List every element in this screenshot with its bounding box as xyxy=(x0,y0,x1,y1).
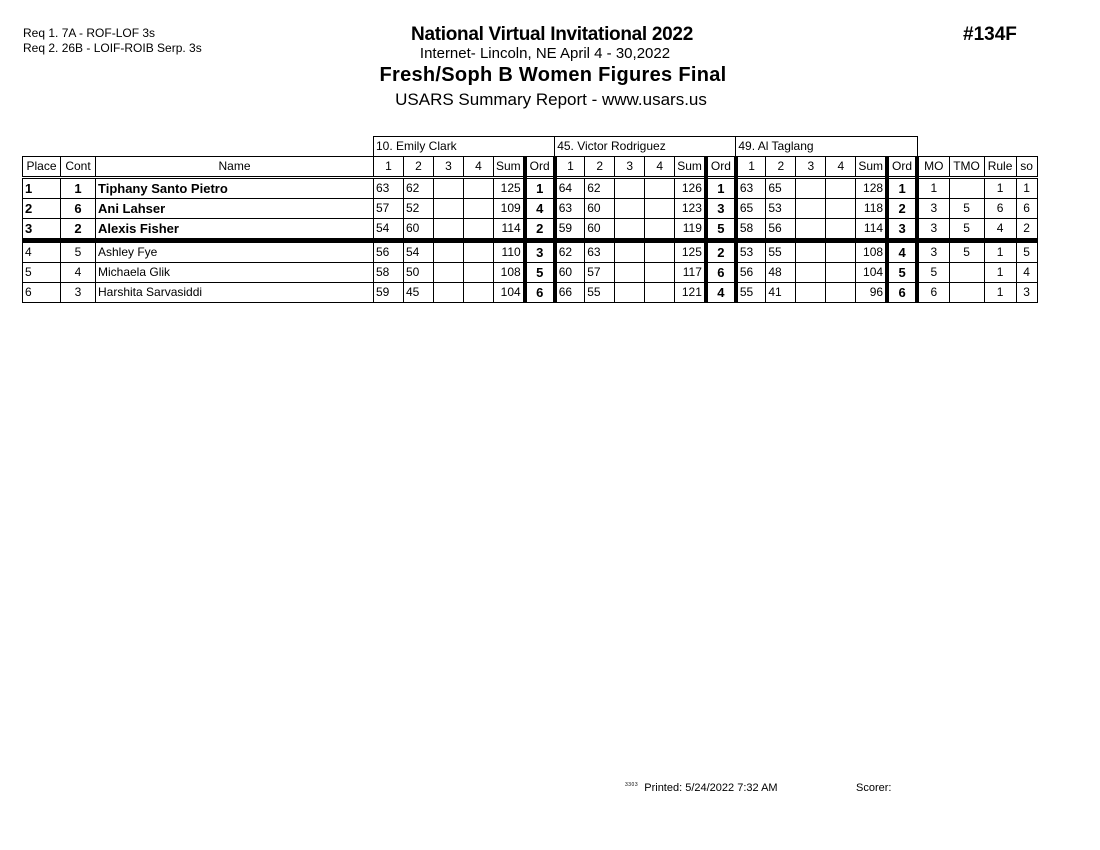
rule-cell: 1 xyxy=(984,241,1016,263)
figure-1-score: 58 xyxy=(736,219,766,241)
figure-1-score: 64 xyxy=(555,178,585,199)
col-j2-f1: 1 xyxy=(555,157,585,178)
sum-cell: 126 xyxy=(675,178,706,199)
rule-cell: 1 xyxy=(984,178,1016,199)
mo-cell: 1 xyxy=(917,178,949,199)
figure-4-score xyxy=(464,263,494,283)
ordinal-cell: 5 xyxy=(887,263,917,283)
requirement-2: Req 2. 26B - LOIF-ROIB Serp. 3s xyxy=(23,41,202,55)
col-tmo: TMO xyxy=(949,157,984,178)
col-j1-sum: Sum xyxy=(494,157,525,178)
mo-cell: 5 xyxy=(917,263,949,283)
figure-1-score: 58 xyxy=(374,263,404,283)
sum-cell: 123 xyxy=(675,199,706,219)
figure-3-score xyxy=(434,283,464,303)
figure-2-score: 63 xyxy=(585,241,615,263)
sum-cell: 109 xyxy=(494,199,525,219)
col-j1-f2: 2 xyxy=(404,157,434,178)
skater-name-cell: Michaela Glik xyxy=(96,263,374,283)
ordinal-cell: 1 xyxy=(525,178,555,199)
figure-1-score: 53 xyxy=(736,241,766,263)
place-cell: 6 xyxy=(23,283,61,303)
ordinal-cell: 6 xyxy=(706,263,736,283)
so-cell: 4 xyxy=(1016,263,1037,283)
col-j1-f3: 3 xyxy=(434,157,464,178)
col-j3-f1: 1 xyxy=(736,157,766,178)
figure-1-score: 55 xyxy=(736,283,766,303)
tmo-cell: 5 xyxy=(949,241,984,263)
col-j2-sum: Sum xyxy=(675,157,706,178)
figure-4-score xyxy=(826,283,856,303)
figure-4-score xyxy=(826,263,856,283)
figure-4-score xyxy=(645,178,675,199)
sum-cell: 108 xyxy=(856,241,887,263)
competition-title: National Virtual Invitational 2022 xyxy=(411,24,693,45)
col-j3-sum: Sum xyxy=(856,157,887,178)
ordinal-cell: 3 xyxy=(887,219,917,241)
requirement-1: Req 1. 7A - ROF-LOF 3s xyxy=(23,26,156,40)
rule-cell: 6 xyxy=(984,199,1016,219)
figure-4-score xyxy=(645,199,675,219)
judge-header-row xyxy=(23,137,1038,157)
skater-name-cell: Tiphany Santo Pietro xyxy=(96,178,374,199)
ordinal-cell: 4 xyxy=(525,199,555,219)
figure-3-score xyxy=(796,241,826,263)
place-cell: 1 xyxy=(23,178,61,199)
col-j2-f4: 4 xyxy=(645,157,675,178)
figure-2-score: 60 xyxy=(585,199,615,219)
competition-location: Internet- Lincoln, NE April 4 - 30,2022 xyxy=(419,45,671,62)
figure-1-score: 56 xyxy=(736,263,766,283)
col-j1-f1: 1 xyxy=(374,157,404,178)
ordinal-cell: 3 xyxy=(706,199,736,219)
table-row xyxy=(23,241,1038,263)
figure-4-score xyxy=(464,219,494,241)
figure-3-score xyxy=(615,199,645,219)
col-mo: MO xyxy=(917,157,949,178)
rule-cell: 4 xyxy=(984,219,1016,241)
figure-2-score: 62 xyxy=(585,178,615,199)
ordinal-cell: 1 xyxy=(887,178,917,199)
sum-cell: 117 xyxy=(675,263,706,283)
figure-2-score: 60 xyxy=(404,219,434,241)
sum-cell: 125 xyxy=(494,178,525,199)
rule-cell: 1 xyxy=(984,263,1016,283)
table-row xyxy=(23,199,1038,219)
figure-2-score: 55 xyxy=(585,283,615,303)
place-cell: 5 xyxy=(23,263,61,283)
footer-code: 3303 xyxy=(625,782,639,788)
contestant-number-cell: 3 xyxy=(61,283,96,303)
figure-3-score xyxy=(615,241,645,263)
figure-2-score: 60 xyxy=(585,219,615,241)
col-name: Name xyxy=(96,157,374,178)
sum-cell: 119 xyxy=(675,219,706,241)
figure-3-score xyxy=(434,263,464,283)
contestant-number-cell: 5 xyxy=(61,241,96,263)
skater-name-cell: Ashley Fye xyxy=(96,241,374,263)
mo-cell: 3 xyxy=(917,199,949,219)
so-cell: 2 xyxy=(1016,219,1037,241)
judge-2-name: 45. Victor Rodriguez xyxy=(555,137,736,157)
col-rule: Rule xyxy=(984,157,1016,178)
figure-3-score xyxy=(615,263,645,283)
sum-cell: 128 xyxy=(856,178,887,199)
footer-scorer: Scorer: xyxy=(856,782,892,794)
skater-name-cell: Ani Lahser xyxy=(96,199,374,219)
sum-cell: 114 xyxy=(494,219,525,241)
figure-4-score xyxy=(464,199,494,219)
col-j1-ord: Ord xyxy=(525,157,555,178)
place-cell: 2 xyxy=(23,199,61,219)
ordinal-cell: 4 xyxy=(706,283,736,303)
figure-3-score xyxy=(796,263,826,283)
table-row xyxy=(23,219,1038,241)
figure-2-score: 54 xyxy=(404,241,434,263)
figure-3-score xyxy=(434,219,464,241)
figure-1-score: 56 xyxy=(374,241,404,263)
figure-3-score xyxy=(796,199,826,219)
rule-cell: 1 xyxy=(984,283,1016,303)
sum-cell: 96 xyxy=(856,283,887,303)
figure-2-score: 41 xyxy=(766,283,796,303)
footer-printed xyxy=(625,782,778,794)
judge-3-name: 49. Al Taglang xyxy=(736,137,917,157)
figure-2-score: 53 xyxy=(766,199,796,219)
figure-4-score xyxy=(464,283,494,303)
col-j2-f3: 3 xyxy=(615,157,645,178)
sum-cell: 104 xyxy=(856,263,887,283)
figure-3-score xyxy=(615,178,645,199)
ordinal-cell: 5 xyxy=(525,263,555,283)
figure-2-score: 50 xyxy=(404,263,434,283)
sum-cell: 121 xyxy=(675,283,706,303)
col-j3-f3: 3 xyxy=(796,157,826,178)
report-subtitle: USARS Summary Report - www.usars.us xyxy=(395,90,707,109)
ordinal-cell: 5 xyxy=(706,219,736,241)
figure-1-score: 59 xyxy=(555,219,585,241)
ordinal-cell: 2 xyxy=(887,199,917,219)
figure-3-score xyxy=(434,241,464,263)
sum-cell: 114 xyxy=(856,219,887,241)
mo-cell: 3 xyxy=(917,219,949,241)
figure-4-score xyxy=(645,219,675,241)
figure-3-score xyxy=(615,283,645,303)
results-body xyxy=(23,178,1038,303)
sum-cell: 118 xyxy=(856,199,887,219)
sum-cell: 125 xyxy=(675,241,706,263)
figure-1-score: 62 xyxy=(555,241,585,263)
col-j3-f4: 4 xyxy=(826,157,856,178)
mo-cell: 6 xyxy=(917,283,949,303)
column-header-row xyxy=(23,157,1038,178)
ordinal-cell: 4 xyxy=(887,241,917,263)
results-table xyxy=(22,136,1038,303)
figure-4-score xyxy=(464,178,494,199)
figure-1-score: 54 xyxy=(374,219,404,241)
col-place: Place xyxy=(23,157,61,178)
figure-3-score xyxy=(796,219,826,241)
so-cell: 1 xyxy=(1016,178,1037,199)
mo-cell: 3 xyxy=(917,241,949,263)
judge-1-name: 10. Emily Clark xyxy=(374,137,555,157)
figure-3-score xyxy=(615,219,645,241)
skater-name-cell: Harshita Sarvasiddi xyxy=(96,283,374,303)
figure-2-score: 56 xyxy=(766,219,796,241)
place-cell: 4 xyxy=(23,241,61,263)
ordinal-cell: 3 xyxy=(525,241,555,263)
figure-1-score: 63 xyxy=(374,178,404,199)
figure-4-score xyxy=(826,241,856,263)
sum-cell: 110 xyxy=(494,241,525,263)
so-cell: 6 xyxy=(1016,199,1037,219)
figure-1-score: 63 xyxy=(736,178,766,199)
contestant-number-cell: 6 xyxy=(61,199,96,219)
figure-2-score: 62 xyxy=(404,178,434,199)
ordinal-cell: 2 xyxy=(706,241,736,263)
event-title: Fresh/Soph B Women Figures Final xyxy=(379,64,727,86)
figure-4-score xyxy=(826,178,856,199)
table-row xyxy=(23,178,1038,199)
figure-1-score: 65 xyxy=(736,199,766,219)
figure-2-score: 45 xyxy=(404,283,434,303)
contestant-number-cell: 1 xyxy=(61,178,96,199)
figure-4-score xyxy=(645,263,675,283)
figure-1-score: 66 xyxy=(555,283,585,303)
figure-1-score: 63 xyxy=(555,199,585,219)
figure-2-score: 55 xyxy=(766,241,796,263)
place-cell: 3 xyxy=(23,219,61,241)
figure-3-score xyxy=(434,178,464,199)
printed-timestamp: Printed: 5/24/2022 7:32 AM xyxy=(644,782,778,794)
table-row xyxy=(23,263,1038,283)
sum-cell: 104 xyxy=(494,283,525,303)
contestant-number-cell: 2 xyxy=(61,219,96,241)
col-j3-ord: Ord xyxy=(887,157,917,178)
ordinal-cell: 6 xyxy=(525,283,555,303)
figure-4-score xyxy=(645,241,675,263)
sum-cell: 108 xyxy=(494,263,525,283)
figure-3-score xyxy=(434,199,464,219)
tmo-cell: 5 xyxy=(949,219,984,241)
figure-4-score xyxy=(645,283,675,303)
event-number: #134F xyxy=(963,24,1017,45)
col-cont: Cont xyxy=(61,157,96,178)
figure-4-score xyxy=(826,219,856,241)
tmo-cell xyxy=(949,178,984,199)
figure-3-score xyxy=(796,178,826,199)
figure-2-score: 48 xyxy=(766,263,796,283)
col-j2-ord: Ord xyxy=(706,157,736,178)
figure-1-score: 60 xyxy=(555,263,585,283)
figure-1-score: 59 xyxy=(374,283,404,303)
table-row xyxy=(23,283,1038,303)
figure-2-score: 57 xyxy=(585,263,615,283)
tmo-cell: 5 xyxy=(949,199,984,219)
figure-2-score: 52 xyxy=(404,199,434,219)
so-cell: 3 xyxy=(1016,283,1037,303)
so-cell: 5 xyxy=(1016,241,1037,263)
tmo-cell xyxy=(949,263,984,283)
col-j1-f4: 4 xyxy=(464,157,494,178)
contestant-number-cell: 4 xyxy=(61,263,96,283)
figure-1-score: 57 xyxy=(374,199,404,219)
figure-4-score xyxy=(464,241,494,263)
col-j3-f2: 2 xyxy=(766,157,796,178)
ordinal-cell: 2 xyxy=(525,219,555,241)
ordinal-cell: 1 xyxy=(706,178,736,199)
skater-name-cell: Alexis Fisher xyxy=(96,219,374,241)
figure-2-score: 65 xyxy=(766,178,796,199)
figure-4-score xyxy=(826,199,856,219)
col-j2-f2: 2 xyxy=(585,157,615,178)
col-so: so xyxy=(1016,157,1037,178)
tmo-cell xyxy=(949,283,984,303)
ordinal-cell: 6 xyxy=(887,283,917,303)
figure-3-score xyxy=(796,283,826,303)
